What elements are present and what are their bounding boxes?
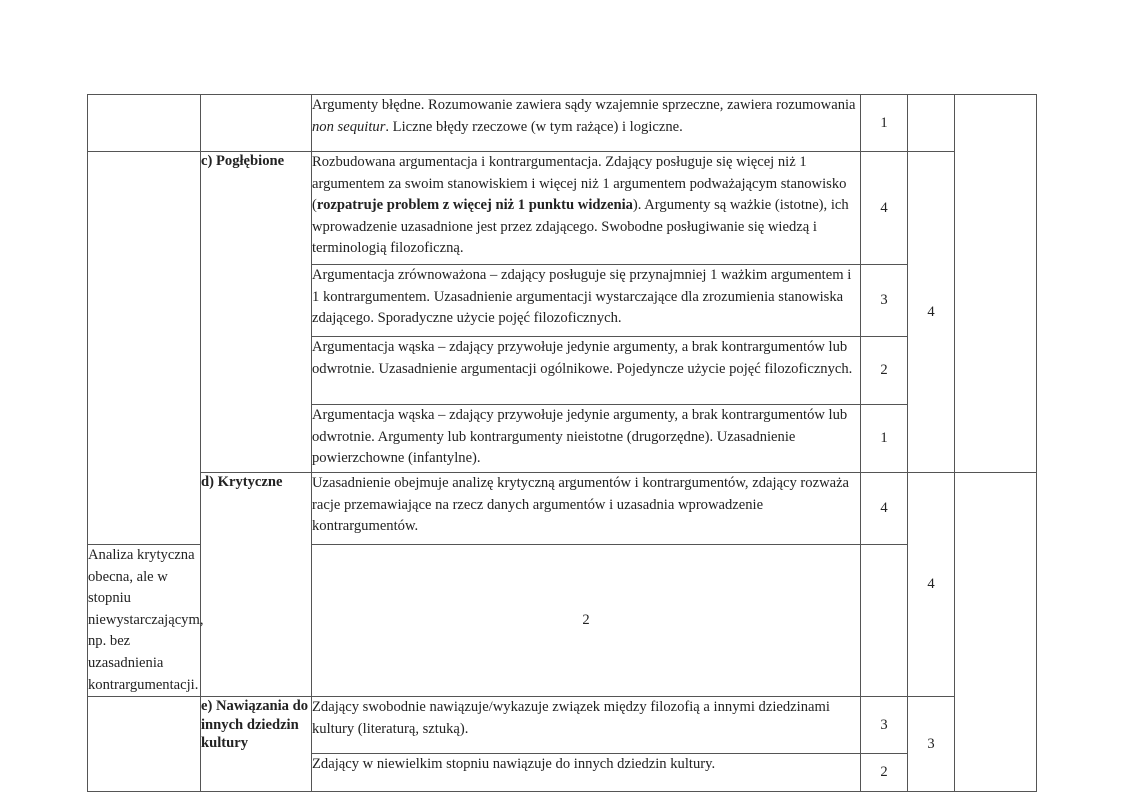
criterion-label: d) Krytyczne xyxy=(201,473,312,697)
max-points-cell: 4 xyxy=(908,473,955,697)
description-cell: Rozbudowana argumentacja i kontrargumentacja. Zdający posługuje się więcej niż 1 argumentem za swoim stanowiskiem i więcej niż 1 argumentem podważającym stanowisko (rozpatruje problem z więcej niż 1 punktu widzenia). Argumenty są ważkie (istotne), ich wprowadzenie uzasadnione jest przez zdającego. Swobodne posługiwanie się wiedzą i terminologią filozoficzną. xyxy=(312,152,861,265)
description-cell: Zdający w niewielkim stopniu nawiązuje do innych dziedzin kultury. xyxy=(312,754,861,792)
points-cell: 3 xyxy=(861,265,908,337)
table-row xyxy=(88,152,1037,265)
max-points-cell: 4 xyxy=(908,152,955,473)
notes-cell xyxy=(955,473,1037,792)
points-cell: 4 xyxy=(861,473,908,545)
description-cell: Uzasadnienie obejmuje analizę krytyczną argumentów i kontrargumentów, zdający rozważa racje przemawiające na rzecz danych argumentów i uzasadnia wprowadzenie kontrargumentów. xyxy=(312,473,861,545)
description-cell: Argumentacja wąska – zdający przywołuje jedynie argumenty, a brak kontrargumentów lub odwrotnie. Uzasadnienie argumentacji ogólnikowe. Pojedyncze użycie pojęć filozoficznych. xyxy=(312,337,861,405)
notes-cell xyxy=(955,95,1037,473)
table-row xyxy=(88,95,1037,152)
points-cell: 3 xyxy=(861,697,908,754)
main-criterion-cell xyxy=(88,697,201,792)
description-cell: Analiza krytyczna obecna, ale w stopniu niewystarczającym, np. bez uzasadnienia kontrargumentacji. xyxy=(88,545,201,697)
criterion-label: c) Pogłębione xyxy=(201,152,312,473)
description-cell: Argumenty błędne. Rozumowanie zawiera sądy wzajemnie sprzeczne, zawiera rozumowania non sequitur. Liczne błędy rzeczowe (w tym rażące) i logiczne. xyxy=(312,95,861,152)
main-criterion-cell xyxy=(88,95,201,152)
criterion-label: e) Nawiązania do innych dziedzin kultury xyxy=(201,697,312,792)
points-cell: 1 xyxy=(861,95,908,152)
table-row xyxy=(88,697,1037,754)
description-cell: Zdający swobodnie nawiązuje/wykazuje związek między filozofią a innymi dziedzinami kultury (literaturą, sztuką). xyxy=(312,697,861,754)
scoring-rubric-table xyxy=(87,94,1037,792)
max-points-cell xyxy=(908,95,955,152)
max-points-cell: 3 xyxy=(908,697,955,792)
main-criterion-cell xyxy=(88,152,201,545)
description-cell: Argumentacja wąska – zdający przywołuje jedynie argumenty, a brak kontrargumentów lub odwrotnie. Argumenty lub kontrargumenty nieistotne (drugorzędne). Uzasadnienie powierzchowne (infantylne). xyxy=(312,405,861,473)
points-cell: 2 xyxy=(861,337,908,405)
points-cell: 1 xyxy=(861,405,908,473)
points-cell: 2 xyxy=(861,754,908,792)
description-cell: Argumentacja zrównoważona – zdający posługuje się przynajmniej 1 ważkim argumentem i 1 kontrargumentem. Uzasadnienie argumentacji wystarczające dla zrozumienia stanowiska zdającego. Sporadyczne użycie pojęć filozoficznych. xyxy=(312,265,861,337)
points-cell: 2 xyxy=(312,545,861,697)
criterion-cell xyxy=(201,95,312,152)
points-cell: 4 xyxy=(861,152,908,265)
table-row xyxy=(88,473,1037,545)
